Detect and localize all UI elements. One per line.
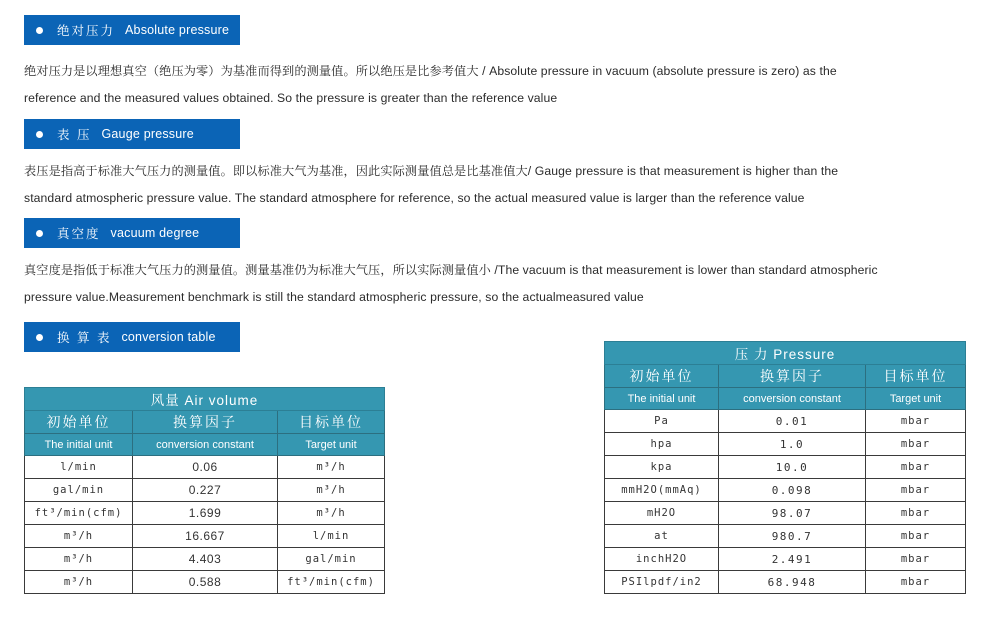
table-row (605, 548, 966, 571)
target-unit: ft³/min(cfm) (278, 571, 385, 594)
bullet-icon (36, 131, 43, 138)
conversion-constant: 2.491 (719, 548, 866, 571)
conversion-constant: 4.403 (133, 548, 278, 571)
header-row-zh (605, 365, 966, 388)
table-row (605, 502, 966, 525)
initial-unit: m³/h (25, 571, 133, 594)
absolute-pressure-description (24, 58, 974, 112)
table-row (25, 456, 385, 479)
column-header: conversion constant (133, 434, 278, 456)
table-row (25, 571, 385, 594)
conversion-constant: 0.588 (133, 571, 278, 594)
target-unit: mbar (866, 571, 966, 594)
table-title: 风量 Air volume (25, 388, 385, 411)
paragraph-line: 真空度是指低于标准大气压力的测量值。测量基准仍为标准大气压，所以实际测量值小 /The vacuum is that measurement is lower than standard atmospheric (24, 263, 878, 277)
target-unit: m³/h (278, 502, 385, 525)
initial-unit: inchH2O (605, 548, 719, 571)
section-heading-conversion-table (24, 322, 240, 352)
initial-unit: kpa (605, 456, 719, 479)
conversion-constant: 1.0 (719, 433, 866, 456)
paragraph-line: 绝对压力是以理想真空（绝压为零）为基准而得到的测量值。所以绝压是比参考值大 / Absolute pressure in vacuum (absolute pressure is zero) as the (24, 64, 837, 78)
conversion-constant: 0.227 (133, 479, 278, 502)
column-header: conversion constant (719, 388, 866, 410)
conversion-constant: 10.0 (719, 456, 866, 479)
target-unit: gal/min (278, 548, 385, 571)
table-row (25, 548, 385, 571)
bullet-icon (36, 230, 43, 237)
section-heading-absolute-pressure (24, 15, 240, 45)
heading-en: vacuum degree (110, 226, 200, 240)
initial-unit: m³/h (25, 548, 133, 571)
conversion-constant: 98.07 (719, 502, 866, 525)
table-row (605, 456, 966, 479)
heading-en: Absolute pressure (125, 23, 230, 37)
initial-unit: PSIlpdf/in2 (605, 571, 719, 594)
column-header: Target unit (278, 434, 385, 456)
section-heading-vacuum-degree (24, 218, 240, 248)
initial-unit: ft³/min(cfm) (25, 502, 133, 525)
vacuum-degree-description (24, 257, 974, 311)
table-row (25, 525, 385, 548)
gauge-pressure-description (24, 158, 974, 212)
initial-unit: gal/min (25, 479, 133, 502)
conversion-constant: 0.01 (719, 410, 866, 433)
paragraph-line: standard atmospheric pressure value. The standard atmosphere for reference, so the actual measured value is larger than the reference value (24, 191, 805, 205)
initial-unit: mH2O (605, 502, 719, 525)
column-header: 目标单位 (278, 411, 385, 434)
header-row-en (25, 434, 385, 456)
target-unit: mbar (866, 502, 966, 525)
paragraph-line: pressure value.Measurement benchmark is still the standard atmospheric pressure, so the actualmeasured value (24, 290, 644, 304)
target-unit: m³/h (278, 479, 385, 502)
target-unit: mbar (866, 548, 966, 571)
conversion-constant: 68.948 (719, 571, 866, 594)
table-row (25, 502, 385, 525)
conversion-constant: 0.06 (133, 456, 278, 479)
table-row (605, 410, 966, 433)
header-row-en (605, 388, 966, 410)
heading-en: conversion table (121, 330, 216, 344)
initial-unit: at (605, 525, 719, 548)
pressure-table (604, 341, 966, 594)
column-header: The initial unit (25, 434, 133, 456)
heading-zh: 表 压 (57, 128, 92, 142)
conversion-constant: 0.098 (719, 479, 866, 502)
paragraph-line: reference and the measured values obtained. So the pressure is greater than the reference value (24, 91, 558, 105)
bullet-icon (36, 27, 43, 34)
table-row (605, 525, 966, 548)
table-title-row (25, 388, 385, 411)
column-header: 换算因子 (133, 411, 278, 434)
table-row (605, 433, 966, 456)
table-title: 压 力 Pressure (605, 342, 966, 365)
conversion-constant: 1.699 (133, 502, 278, 525)
target-unit: m³/h (278, 456, 385, 479)
air-volume-table (24, 387, 385, 594)
conversion-constant: 980.7 (719, 525, 866, 548)
column-header: The initial unit (605, 388, 719, 410)
initial-unit: Pa (605, 410, 719, 433)
conversion-constant: 16.667 (133, 525, 278, 548)
column-header: 初始单位 (25, 411, 133, 434)
target-unit: l/min (278, 525, 385, 548)
initial-unit: l/min (25, 456, 133, 479)
heading-zh: 真空度 (57, 227, 101, 241)
initial-unit: mmH2O(mmAq) (605, 479, 719, 502)
target-unit: mbar (866, 456, 966, 479)
target-unit: mbar (866, 525, 966, 548)
heading-en: Gauge pressure (101, 127, 194, 141)
initial-unit: hpa (605, 433, 719, 456)
column-header: 目标单位 (866, 365, 966, 388)
table-title-row (605, 342, 966, 365)
column-header: 换算因子 (719, 365, 866, 388)
heading-zh: 换 算 表 (57, 331, 112, 345)
column-header: 初始单位 (605, 365, 719, 388)
table-row (605, 571, 966, 594)
header-row-zh (25, 411, 385, 434)
target-unit: mbar (866, 433, 966, 456)
bullet-icon (36, 334, 43, 341)
section-heading-gauge-pressure (24, 119, 240, 149)
column-header: Target unit (866, 388, 966, 410)
table-row (605, 479, 966, 502)
heading-zh: 绝对压力 (57, 24, 116, 38)
target-unit: mbar (866, 479, 966, 502)
target-unit: mbar (866, 410, 966, 433)
paragraph-line: 表压是指高于标准大气压力的测量值。即以标准大气为基准，因此实际测量值总是比基准值大/ Gauge pressure is that measurement is higher than the (24, 164, 839, 178)
table-row (25, 479, 385, 502)
initial-unit: m³/h (25, 525, 133, 548)
